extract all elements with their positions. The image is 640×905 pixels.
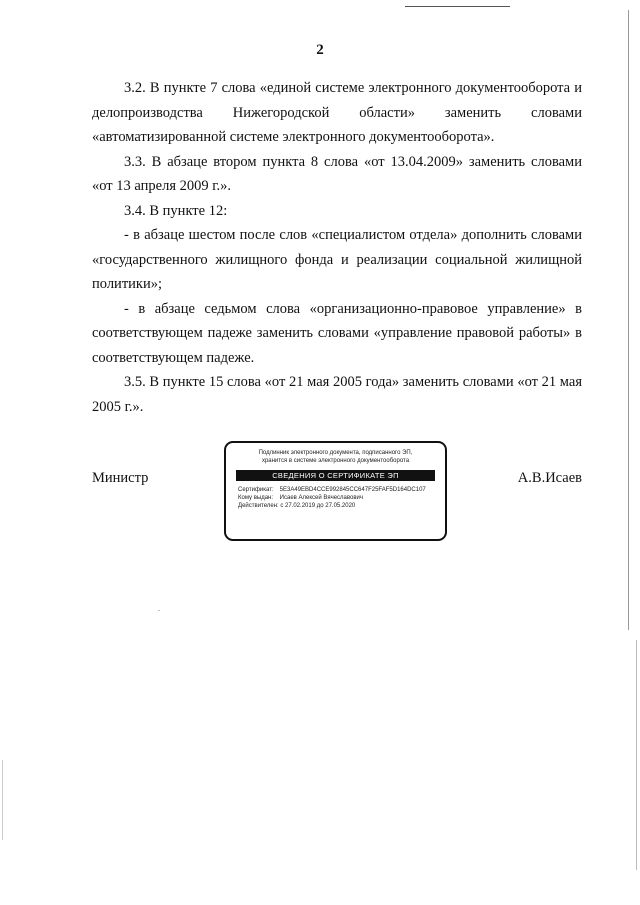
scan-edge-line-left (2, 760, 3, 840)
stamp-note (226, 449, 445, 465)
stamp-header: СВЕДЕНИЯ О СЕРТИФИКАТЕ ЭП (236, 470, 435, 481)
signatory-position: Министр (92, 470, 149, 486)
page-number: 2 (316, 42, 324, 58)
certificate-value: 5E3A49EBD4CCE992845CC647F25FAF5D164DC107 (279, 487, 426, 493)
issued-to-value: Исаев Алексей Вячеславович (279, 495, 364, 501)
scan-speck (158, 610, 160, 611)
validity-value: с 27.02.2019 до 27.05.2020 (280, 503, 356, 509)
paragraph-3-5: 3.5. В пункте 15 слова «от 21 мая 2005 года» заменить словами «от 21 мая 2005 г.». (92, 374, 582, 415)
certificate-row (238, 486, 445, 494)
e-signature-stamp (224, 441, 447, 541)
stamp-details (238, 486, 445, 510)
issued-to-label: Кому выдан: (238, 495, 274, 501)
issued-to-row (238, 494, 445, 502)
paragraph-3-4-item-2: - в абзаце седьмом слова «организационно-правовое управление» в соответствующем падеже заменить словами «управление правовой работы» в соответствующем падеже. (92, 300, 582, 366)
validity-row (238, 502, 445, 510)
paragraph-3-2: 3.2. В пункте 7 слова «единой системе электронного документооборота и делопроизводства Нижегородской области» заменить словами «автоматизированной системе электронного документооборота». (92, 80, 582, 145)
document-body (92, 76, 582, 419)
scan-edge-line-lower (636, 640, 637, 870)
certificate-label: Сертификат: (238, 487, 274, 493)
stamp-note-line: хранится в системе электронного документооборота (261, 458, 410, 464)
stamp-note-line: Подлинник электронного документа, подписанного ЭП, (258, 450, 413, 456)
top-rule (405, 6, 510, 7)
paragraph-3-4-item-1: - в абзаце шестом после слов «специалистом отдела» дополнить словами «государственного жилищного фонда и реализации социальной жилищной политики»; (92, 227, 582, 292)
scan-edge-line (628, 10, 629, 630)
validity-label: Действителен: (238, 503, 279, 509)
paragraph-3-3: 3.3. В абзаце втором пункта 8 слова «от 13.04.2009» заменить словами «от 13 апреля 2009 г.». (92, 153, 582, 194)
paragraph-3-4: 3.4. В пункте 12: (124, 202, 228, 219)
signatory-name: А.В.Исаев (517, 470, 582, 486)
